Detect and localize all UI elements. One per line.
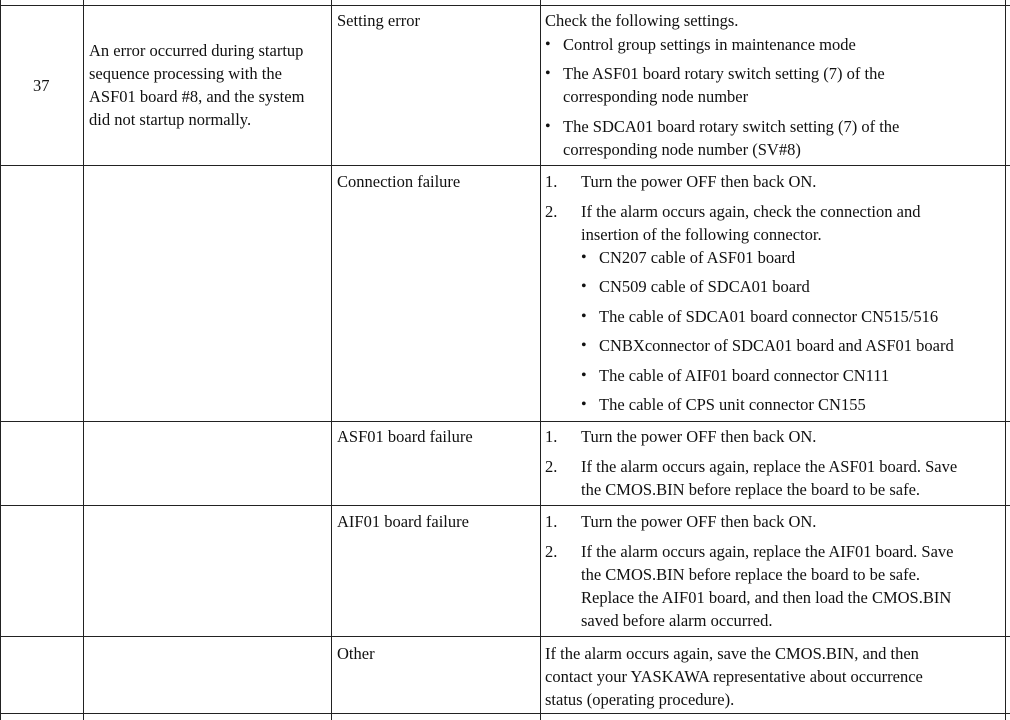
alarm-description-line: did not startup normally. xyxy=(89,110,252,129)
table-border-left xyxy=(0,0,1,720)
cause-connection-failure: Connection failure xyxy=(337,172,461,191)
setting-item: The SDCA01 board rotary switch setting (7) of the xyxy=(563,117,900,136)
step-number: 1. xyxy=(545,427,558,446)
step-number: 2. xyxy=(545,457,558,476)
connector-item: The cable of SDCA01 board connector CN515/516 xyxy=(599,307,939,326)
step-text-cont: saved before alarm occurred. xyxy=(581,611,773,630)
alarm-description-line: ASF01 board #8, and the system xyxy=(89,87,305,106)
step-text: If the alarm occurs again, check the connection and xyxy=(581,202,921,221)
step-text: Turn the power OFF then back ON. xyxy=(581,427,817,446)
connector-item: The cable of CPS unit connector CN155 xyxy=(599,395,866,414)
step-text: If the alarm occurs again, replace the AIF01 board. Save xyxy=(581,542,954,561)
row-divider xyxy=(0,713,1010,714)
cause-aif01-failure: AIF01 board failure xyxy=(337,512,469,531)
connector-item: CNBXconnector of SDCA01 board and ASF01 board xyxy=(599,336,954,355)
remedy-intro: Check the following settings. xyxy=(545,11,739,30)
cause-other: Other xyxy=(337,644,375,663)
column-divider xyxy=(540,0,541,720)
bullet: • xyxy=(581,249,587,266)
bullet: • xyxy=(581,337,587,354)
bullet: • xyxy=(545,65,551,82)
row-divider xyxy=(0,5,1010,6)
remedy-text: If the alarm occurs again, save the CMOS.BIN, and then xyxy=(545,644,919,663)
step-number: 1. xyxy=(545,512,558,531)
alarm-description-line: sequence processing with the xyxy=(89,64,282,83)
step-text: Turn the power OFF then back ON. xyxy=(581,172,817,191)
bullet: • xyxy=(545,118,551,135)
connector-item: CN207 cable of ASF01 board xyxy=(599,248,796,267)
row-divider xyxy=(0,636,1010,637)
table-border-right xyxy=(1005,0,1006,720)
setting-item-cont: corresponding node number (SV#8) xyxy=(563,140,801,159)
step-number: 2. xyxy=(545,542,558,561)
remedy-text: contact your YASKAWA representative about occurrence xyxy=(545,667,923,686)
step-text-cont: Replace the AIF01 board, and then load the CMOS.BIN xyxy=(581,588,952,607)
connector-item: CN509 cable of SDCA01 board xyxy=(599,277,810,296)
column-divider xyxy=(331,0,332,720)
bullet: • xyxy=(581,278,587,295)
alarm-number: 37 xyxy=(33,76,50,95)
row-divider xyxy=(0,165,1010,166)
step-number: 1. xyxy=(545,172,558,191)
step-text: Turn the power OFF then back ON. xyxy=(581,512,817,531)
step-text-cont: the CMOS.BIN before replace the board to be safe. xyxy=(581,565,921,584)
setting-item: Control group settings in maintenance mode xyxy=(563,35,856,54)
row-divider xyxy=(0,505,1010,506)
setting-item: The ASF01 board rotary switch setting (7) of the xyxy=(563,64,885,83)
alarm-description-line: An error occurred during startup xyxy=(89,41,304,60)
bullet: • xyxy=(545,36,551,53)
step-text-cont: insertion of the following connector. xyxy=(581,225,822,244)
cause-asf01-failure: ASF01 board failure xyxy=(337,427,473,446)
step-number: 2. xyxy=(545,202,558,221)
step-text: If the alarm occurs again, replace the ASF01 board. Save xyxy=(581,457,958,476)
cause-setting-error: Setting error xyxy=(337,11,420,30)
column-divider xyxy=(83,0,84,720)
remedy-text: status (operating procedure). xyxy=(545,690,735,709)
bullet: • xyxy=(581,396,587,413)
bullet: • xyxy=(581,367,587,384)
connector-item: The cable of AIF01 board connector CN111 xyxy=(599,366,890,385)
bullet: • xyxy=(581,308,587,325)
row-divider xyxy=(0,421,1010,422)
setting-item-cont: corresponding node number xyxy=(563,87,749,106)
step-text-cont: the CMOS.BIN before replace the board to be safe. xyxy=(581,480,921,499)
